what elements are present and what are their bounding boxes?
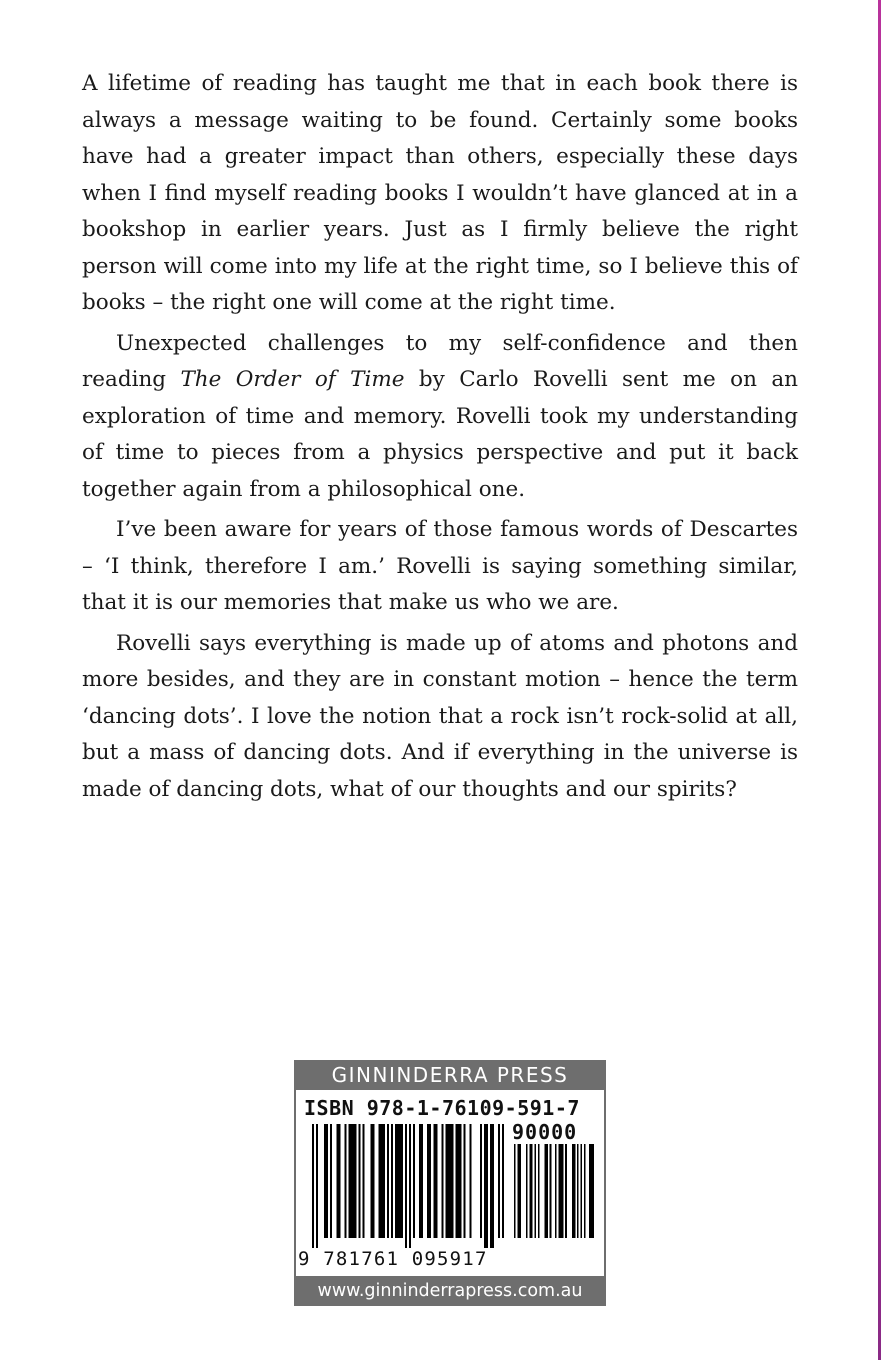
barcode-bar — [529, 1144, 532, 1238]
barcode-bar — [363, 1124, 365, 1238]
barcode-bar — [441, 1124, 443, 1238]
barcode-bar — [538, 1144, 540, 1238]
paragraph-3: I’ve been aware for years of those famous words of Descartes – ‘I think, therefore I am.’ Rovelli is saying something similar, that it is our memories that make us who we are. — [82, 517, 798, 615]
barcode-bar — [534, 1144, 536, 1238]
barcode-bar — [484, 1124, 488, 1248]
publisher-name: GINNINDERRA PRESS — [294, 1060, 606, 1090]
barcode-bar — [405, 1124, 407, 1248]
paragraph-2-start: Unexpected challenges to my self-confidence and then reading — [82, 330, 798, 392]
barcode-bar — [517, 1144, 520, 1238]
barcode-bar — [419, 1124, 423, 1238]
barcode-bar — [584, 1144, 586, 1238]
barcode-bar — [464, 1124, 466, 1238]
barcode-bar — [312, 1124, 314, 1248]
barcode-bar — [565, 1144, 567, 1238]
barcode-bar — [550, 1144, 552, 1238]
barcode-bar — [445, 1124, 453, 1238]
barcode-bar — [371, 1124, 375, 1238]
barcode-bar — [336, 1124, 340, 1238]
barcode-bar — [555, 1144, 557, 1238]
barcode-bar — [514, 1144, 516, 1238]
barcode-digits: 9 781761 095917 — [298, 1248, 488, 1270]
paragraph-1: A lifetime of reading has taught me that in each book there is always a message waiting to be found. Certainly some books have had a greater impact than others, especially these days when I find myself reading books I wouldn’t have glanced at in a bookshop in earlier years. Just as I firmly believe the right person will come into my life at the right time, so I believe this of books – the right one will come at the right time. — [82, 71, 798, 315]
barcode-bar — [502, 1124, 504, 1238]
barcode-bar — [348, 1124, 356, 1238]
barcode-bar — [545, 1144, 548, 1238]
barcode-bar — [391, 1124, 393, 1238]
barcode-bar — [358, 1124, 360, 1238]
paragraph-2-end: by Carlo Rovelli sent me on an exploration of time and memory. Rovelli took my understanding of time to pieces from a physics perspective and put it back together again from a philosophical one. — [82, 367, 798, 502]
barcode-bar — [316, 1124, 318, 1248]
barcode-bar — [572, 1144, 575, 1238]
barcode-addon-icon — [514, 1144, 594, 1248]
barcode-bar — [558, 1144, 563, 1238]
book-title-italic: The Order of Time — [180, 367, 405, 392]
price-code: 90000 — [512, 1120, 578, 1144]
barcode-bar — [455, 1124, 461, 1238]
barcode-bar — [330, 1124, 332, 1238]
publisher-website: www.ginninderrapress.com.au — [294, 1276, 606, 1306]
barcode-bar — [379, 1124, 385, 1238]
isbn-barcode-panel — [294, 1060, 606, 1306]
barcode-bar — [344, 1124, 346, 1238]
barcode-bar — [589, 1144, 594, 1238]
isbn-label: ISBN 978-1-76109-591-7 — [304, 1096, 580, 1120]
barcode-bar — [498, 1124, 500, 1238]
barcode-bar — [480, 1124, 482, 1238]
barcode-bar — [427, 1124, 431, 1238]
barcode-bar — [387, 1124, 389, 1238]
barcode-bar — [433, 1124, 437, 1238]
barcode-bar — [470, 1124, 472, 1238]
paragraph-4: Rovelli says everything is made up of atoms and photons and more besides, and they are in constant motion – hence the term ‘dancing dots’. I love the notion that a rock isn’t rock-solid at all, but a mass of dancing dots. And if everything in the universe is made of dancing dots, what of our thoughts and our spirits? — [82, 630, 798, 802]
blurb-text — [82, 66, 798, 812]
barcode-bar — [409, 1124, 411, 1248]
barcode-bar — [413, 1124, 415, 1238]
barcode-bar — [526, 1144, 528, 1238]
barcode-bar — [577, 1144, 579, 1238]
barcode-bar — [395, 1124, 403, 1238]
barcode-bar — [490, 1124, 494, 1248]
barcode-bar — [324, 1124, 328, 1238]
barcode-main-icon — [312, 1124, 504, 1248]
barcode-bar — [580, 1144, 582, 1238]
paragraph-2 — [82, 326, 798, 509]
